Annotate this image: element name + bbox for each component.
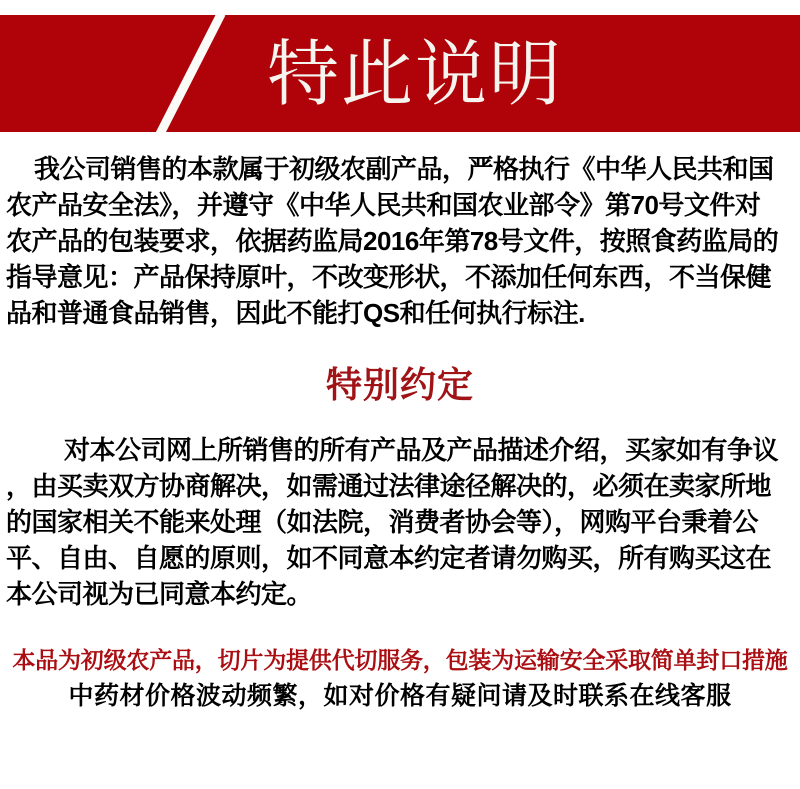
agreement-line: 平、自由、自愿的原则，如不同意本约定者请勿购买，所有购买这在 [6,543,772,573]
agreement-line: ，由买卖双方协商解决，如需通过法律途径解决的，必须在卖家所地 [6,471,772,501]
notice-paragraph [0,151,800,331]
agreement-heading: 特别约定 [325,364,474,405]
notice-line: 农产品的包装要求，依据药监局2016年第78号文件，按照食药监局的 [6,226,779,256]
page-title: 特此说明 [266,34,563,115]
notice-line: 指导意见：产品保持原叶，不改变形状，不添加任何东西，不当保健 [6,262,772,292]
footer-red-note: 本品为初级农产品，切片为提供代切服务，包装为运输安全采取简单封口措施 [12,647,788,673]
agreement-line: 本公司视为已同意本约定。 [6,579,313,609]
notice-page [0,15,800,789]
header-banner [0,15,800,132]
notice-line: 我公司销售的本款属于初级农副产品，严格执行《中华人民共和国 [34,154,774,184]
agreement-line: 的国家相关不能来处理（如法院，消费者协会等），网购平台秉着公 [6,507,759,537]
footer-black-note: 中药材价格波动频繁，如对价格有疑问请及时联系在线客服 [68,682,732,710]
notice-line: 品和普通食品销售，因此不能打QS和任何执行标注. [6,298,585,328]
agreement-paragraph [0,432,800,612]
notice-line: 农产品安全法》，并遵守《中华人民共和国农业部令》第70号文件对 [6,190,761,220]
agreement-line: 对本公司网上所销售的所有产品及产品描述介绍，买家如有争议 [64,435,779,465]
diagonal-slash-icon [156,15,226,132]
